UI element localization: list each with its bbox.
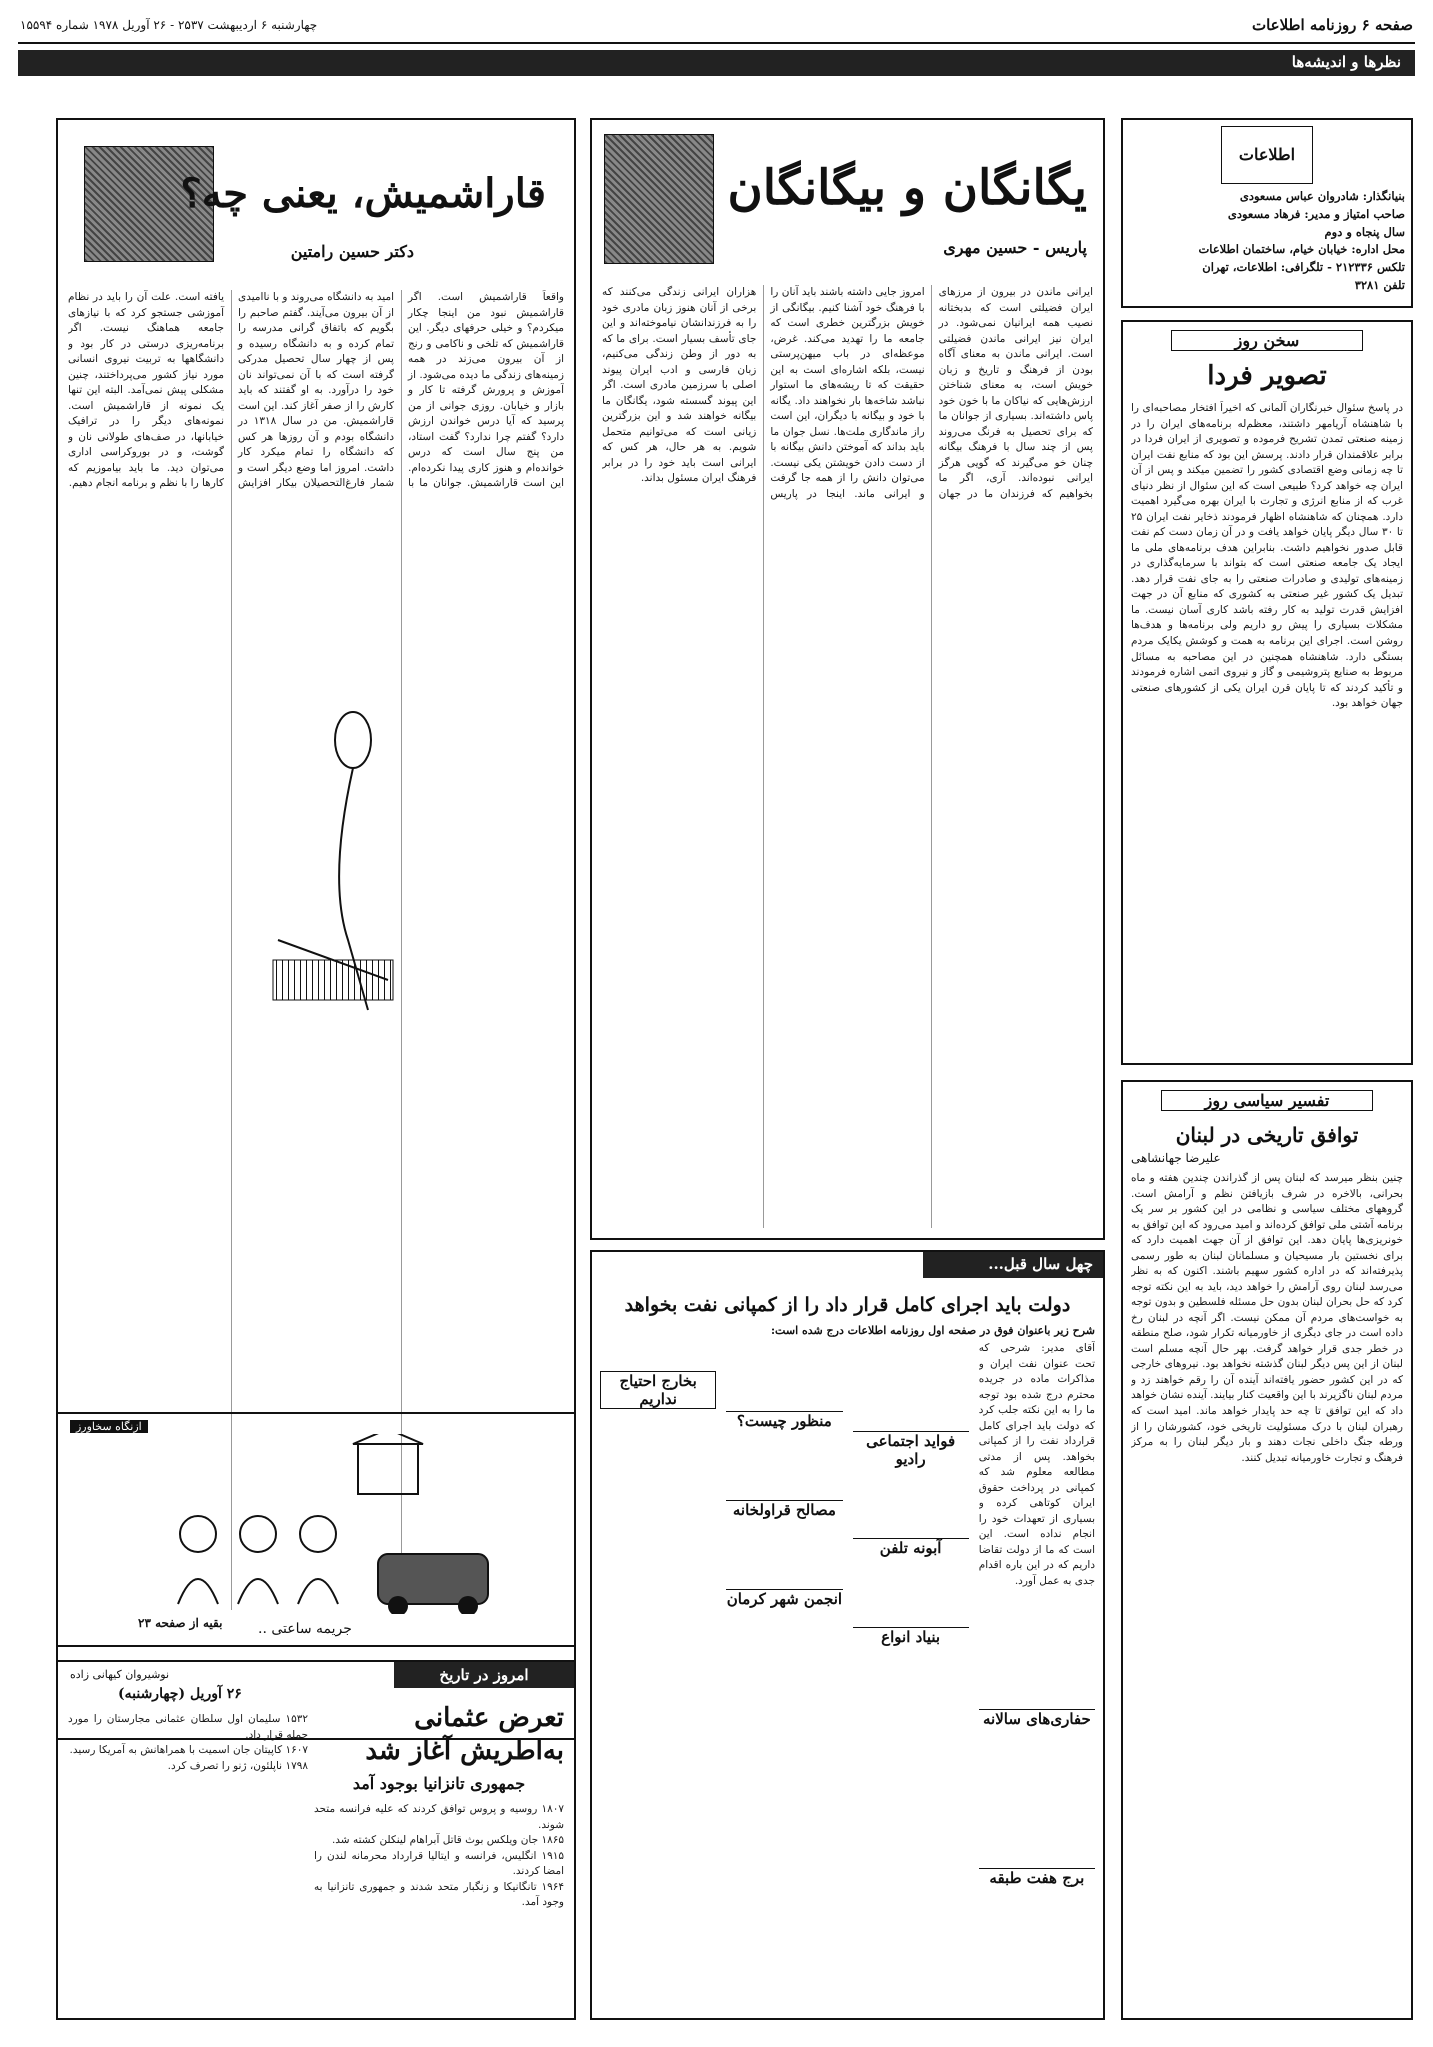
ramtin-title: قاراشمیش، یعنی چه؟ xyxy=(180,170,546,217)
forty-years-columns xyxy=(600,1341,1095,1981)
history-item: ۱۸۶۵ جان ویلکس بوث قاتل آبراهام لینکلن کشته شد. xyxy=(331,1834,564,1847)
history-item: ۱۸۰۷ روسیه و پروس توافق کردند که علیه فرانسه متحد شوند. xyxy=(314,1803,564,1831)
forty-years-intro: شرح زیر باعنوان فوق در صفحه اول روزنامه اطلاعات درج شده است: xyxy=(770,1324,1095,1337)
forty-col-1 xyxy=(979,1341,1095,1981)
caricature-drawing xyxy=(118,1434,518,1614)
forty-col-3 xyxy=(726,1341,842,1981)
continued-note: بقیه از صفحه ۲۳ xyxy=(138,1616,223,1630)
analysis-box xyxy=(1121,1080,1413,2020)
ottoman-headline: تعرض عثمانی به‌اطریش آغاز شد xyxy=(365,1703,564,1766)
history-item: ۱۹۶۴ تانگانیکا و زنگبار متحد شدند و جمهوری تانزانیا به وجود آمد. xyxy=(314,1880,564,1909)
forty-subhead: برج هفت طبقه xyxy=(979,1868,1095,1887)
editorial-kicker: سخن روز xyxy=(1171,330,1363,351)
mehri-article xyxy=(590,118,1105,1240)
page-label: صفحه ۶ روزنامه اطلاعات xyxy=(1251,16,1413,34)
forty-years-headline: دولت باید اجرای کامل قرار داد را از کمپانی نفت بخواهد xyxy=(624,1294,1071,1316)
ramtin-byline: دکتر حسین رامتین xyxy=(290,242,414,261)
forty-subhead: انجمن شهر کرمان xyxy=(726,1590,843,1608)
history-item: ۱۵۳۲ سلیمان اول سلطان عثمانی مجارستان را مورد حمله قرار داد. xyxy=(68,1713,308,1741)
forty-subhead: بخارج احتیاج نداریم xyxy=(600,1371,716,1409)
editorial-box xyxy=(1121,320,1413,1065)
forty-subhead: حفاری‌های سالانه xyxy=(979,1709,1095,1728)
history-list-left xyxy=(68,1712,308,2008)
forty-subhead: مصالح قراولخانه xyxy=(726,1500,842,1519)
analysis-body: چنین بنظر میرسد که لبنان پس از گذراندن چندین هفته و ماه بحرانی، بالاخره در شرف بازیافتن نظم و آرامش است. گروههای مختلف سیاسی و نظامی در این کشور بر سر یک برنامه آشتی ملی توافق کرده‌اند و امید می‌رود که این توافق به خونریزی‌ها پایان دهد. این توافق از آن جهت اهمیت دارد که برای نخستین بار مسیحیان و مسلمانان لبنان به طور رسمی پذیرفته‌اند که در اداره کشور سهیم باشند. اکنون که به نظر می‌رسد لبنان روی آرامش را خواهد دید، باید به این نکته توجه کرد که حل بحران لبنان بدون حل مسئله فلسطین و بدون توجه به خواست‌های مردم آن ممکن نیست. اگر آنچه در لبنان رخ داده است در جای دیگری از خاورمیانه تکرار شود، صلح منطقه در خطر جدی قرار خواهد گرفت. بهر حال آنچه مسلم است لبنان از این پس دیگر لبنان گذشته نخواهد بود. نیروهای خارجی که در این کشور حضور یافته‌اند آینده آن را رقم خواهند زد و مردم لبنان ناگزیرند با این واقعیت کنار بیایند. آینده نشان خواهد داد که این توافق تا چه حد پایدار خواهد ماند. امید است که رهبران لبنان با درک مسئولیت تاریخی خود، کشورشان را از ورطه جنگ داخلی نجات دهند و بار دیگر لبنان را به مرکز فرهنگ و تجارت خاورمیانه تبدیل کنند. xyxy=(1131,1172,1403,1464)
forty-years-box xyxy=(590,1250,1105,2020)
ramtin-illustration xyxy=(258,680,408,1030)
history-author: نوشیروان کیهانی زاده xyxy=(70,1668,170,1681)
history-item: ۱۶۰۷ کاپیتان جان اسمیت با همراهانش به آمریکا رسید. xyxy=(69,1744,308,1757)
masthead-lines: بنیانگذار: شادروان عباس مسعودی صاحب امتیاز و مدیر: فرهاد مسعودی سال پنجاه و دوم محل اداره: خیابان خیام، ساختمان اطلاعات تلکس ۲۱۲۳۳۶ - تلگرافی: اطلاعات، تهران تلفن ۳۲۸۱ xyxy=(1198,189,1405,293)
forty-subhead: بنیاد انواع xyxy=(853,1627,969,1646)
forty-years-kicker: چهل سال قبل... xyxy=(923,1252,1103,1278)
history-header: امروز در تاریخ xyxy=(394,1662,574,1688)
mehri-byline: پاریس - حسین مهری xyxy=(943,238,1087,257)
editorial-body: در پاسخ سئوال خبرنگاران آلمانی که اخیراً افتخار مصاحبه‌ای را با شاهنشاه آریامهر داشتند، معظم‌له برنامه‌های ایران را در زمینه صنعتی تمدن تشریح فرموده و تصویری از ایران فردا در برابر علاقمندان قرار دادند. پرسش این بود که منابع نفت ایران تا چه زمانی وضع اقتصادی کشور را تضمین میکند و پس از آن ایران چه خواهد کرد؟ طبیعی است که این سئوال از نظر دنیای غرب که از منابع انرژی و تجارت با ایران بهره می‌گیرد اهمیت دارد. همچنان که شاهنشاه اظهار فرمودند ذخایر نفت ایران ۲۵ تا ۳۰ سال دیگر پایان خواهد یافت و در آن زمان دست کم نفت قابل صدور نخواهیم داشت. بنابراین هدف برنامه‌های ملی ما ایجاد یک جامعه صنعتی است که بتواند با سرمایه‌گذاری در زمینه‌های تولیدی و صادرات صنعتی را به جای نفت قرار دهد. تبدیل یک کشور غیر صنعتی به کشوری که منابع آن در جهت افزایش قدرت تولید به کار رفته باشد کاری آسان نیست. ما مشکلات بسیاری را پیش رو داریم ولی برنامه‌ها و هدف‌ها روشن است. اجرای این برنامه به همت و کوشش یکایک مردم بستگی دارد. شاهنشاه همچنین در این مصاحبه به مسائل مربوط به صنایع پتروشیمی و گاز و نیروی اتمی اشاره فرمودند و تأکید کردند که تا پایان قرن ایران یکی از کشورهای صنعتی جهان خواهد بود. xyxy=(1131,402,1403,710)
analysis-title: توافق تاریخی در لبنان xyxy=(1175,1123,1359,1147)
history-list-right xyxy=(314,1802,564,2008)
forty-subhead: فواید اجتماعی رادیو xyxy=(853,1431,969,1468)
section-title: نظرها و اندیشه‌ها xyxy=(1291,53,1401,71)
forty-body: آقای مدیر: شرحی که تحت عنوان نفت ایران و مذاکرات ماده در جریده محترم درج شده بود توجه ما را به این نکته جلب کرد که دولت باید اجرای کامل قرارداد نفت را از کمپانی بخواهد. پس از مدتی مطالعه معلوم شد که کمپانی در پرداخت حقوق ایران کوتاهی کرده و بسیاری از تعهدات خود را انجام نداده است. این است که ما از دولت تقاضا داریم که در این باره اقدام جدی به عمل آورد. xyxy=(978,1342,1095,1587)
history-item: ۱۷۹۸ ناپلئون، ژنو را تصرف کرد. xyxy=(167,1759,308,1772)
history-item: ۱۹۱۵ انگلیس، فرانسه و ایتالیا قرارداد محرمانه لندن را امضا کردند. xyxy=(314,1849,564,1878)
date-line: چهارشنبه ۶ اردیبهشت ۲۵۳۷ - ۲۶ آوریل ۱۹۷۸ شماره ۱۵۵۹۴ xyxy=(20,18,318,32)
analysis-kicker: تفسیر سیاسی روز xyxy=(1161,1090,1373,1111)
history-box xyxy=(56,1660,576,2020)
header-rule xyxy=(18,42,1415,44)
ottoman-subhead: جمهوری تانزانیا بوجود آمد xyxy=(352,1774,526,1793)
forty-subhead: آبونه تلفن xyxy=(853,1538,969,1557)
analysis-byline: علیرضا جهانشاهی xyxy=(1131,1151,1221,1165)
mehri-photo xyxy=(604,134,714,264)
caricature-box xyxy=(56,1412,576,1647)
masthead-logo: اطلاعات xyxy=(1221,126,1313,184)
forty-col-4 xyxy=(600,1341,716,1981)
forty-col-2 xyxy=(853,1341,969,1981)
forty-subhead: منظور چیست؟ xyxy=(726,1411,842,1430)
mehri-body: ایرانی ماندن در بیرون از مرزهای ایران فضیلتی است که بدبختانه نصیب همه ایرانیان نمی‌شود. در ایران نیز ایرانی ماندن فضیلتی است. ایرانی ماندن به معنای آگاه بودن از فرهنگ و تاریخ و زبان خویش است، به معنای شناختن ارزش‌هایی که نیاکان ما با خون خود پاس داشته‌اند. بسیاری از جوانان ما که برای تحصیل به فرنگ می‌روند پس از چند سال با فرهنگ بیگانه چنان خو می‌گیرند که گویی هرگز ایرانی نبوده‌اند. آری، اگر ما بخواهیم که فرزندان ما در جهان امروز جایی داشته باشند باید آنان را با فرهنگ خود آشنا کنیم. بیگانگی از خویش بزرگترین خطری است که جامعه ما را تهدید می‌کند. غرض، موعظه‌ای در باب میهن‌پرستی نیست، بلکه اشاره‌ای است به این حقیقت که تا ریشه‌های ما استوار نباشد شاخه‌ها بار نخواهند داد. یگانه با خود و بیگانه با دیگران، این است راز ماندگاری ملت‌ها. نسل جوان ما باید بداند که آموختن دانش بیگانه با از دست دادن خویشتن یکی نیست. می‌توان دانش را از همه جا گرفت و ایرانی ماند. اینجا در پاریس هزاران ایرانی زندگی می‌کنند که برخی از آنان هنوز زبان مادری خود را به فرزندانشان نیاموخته‌اند و این جای تأسف بسیار است. برای ما که به دور از وطن زندگی می‌کنیم، زبان فارسی و ادب ایران پیوند اصلی با سرزمین مادری است. اگر این پیوند گسسته شود، یگانگان ما بیگانه خواهند شد و این بزرگترین زیانی است که می‌توانیم متحمل شویم. به هر حال، هر کس که ایرانی است باید خود را در برابر فرهنگ ایران مسئول بداند. xyxy=(602,286,1093,500)
caricature-caption: جریمه ساعتی .. xyxy=(258,1621,352,1637)
masthead-box xyxy=(1121,118,1413,308)
caricature-brand: ازنگاه سخاورز xyxy=(70,1420,148,1433)
section-band xyxy=(18,50,1415,76)
editorial-title: تصویر فردا xyxy=(1207,361,1327,391)
history-date: ۲۶ آوریل (چهارشنبه) xyxy=(118,1686,242,1702)
mehri-title: یگانگان و بیگانگان xyxy=(727,160,1087,216)
ramtin-body: واقعاً قاراشمیش است. اگر قاراشمیش نبود من اینجا چکار میکردم؟ و خیلی حرفهای دیگر. این قاراشمیش که تلخی و ناکامی و رنج از آن بیرون می‌زند در همه زمینه‌های زندگی ما دیده می‌شود. از آموزش و پرورش گرفته تا کار و بازار و خیابان. روزی جوانی از من پرسید که آیا درس خواندن ارزش دارد؟ گفتم چرا ندارد؟ گفت استاد، من پنج سال است که درس خوانده‌ام و هنوز کاری پیدا نکرده‌ام. این است قاراشمیش. جوانان ما با امید به دانشگاه می‌روند و با ناامیدی از آن بیرون می‌آیند. گفتم صاحبم را بگویم که باتفاق گرانی مدرسه را تمام کرده و به دانشگاه رسیده و پس از چهار سال تحصیل مدرکی گرفته است که با آن نمی‌تواند نان خود را درآورد. به او گفتند که باید کارش را از صفر آغاز کند. این است قاراشمیش. من در سال ۱۳۱۸ در دانشگاه بودم و آن روزها هر کس که دانشگاه را تمام میکرد کار داشت. امروز اما وضع دیگر است و شمار فارغ‌التحصیلان بیکار افزایش یافته است. علت آن را باید در نظام آموزشی جستجو کرد که با نیازهای جامعه هماهنگ نیست. اگر برنامه‌ریزی درستی در کار بود و دانشگاهها به تربیت نیروی انسانی مورد نیاز کشور می‌پرداختند، چنین مشکلی پیش نمی‌آمد. البته این تنها یک نمونه از قاراشمیش است. نمونه‌های دیگر را در ترافیک خیابانها، در صف‌های طولانی نان و گوشت، و در بوروکراسی اداری می‌توان دید. ما باید بیاموزیم که کارها را با نظم و برنامه انجام دهیم. xyxy=(68,291,564,490)
